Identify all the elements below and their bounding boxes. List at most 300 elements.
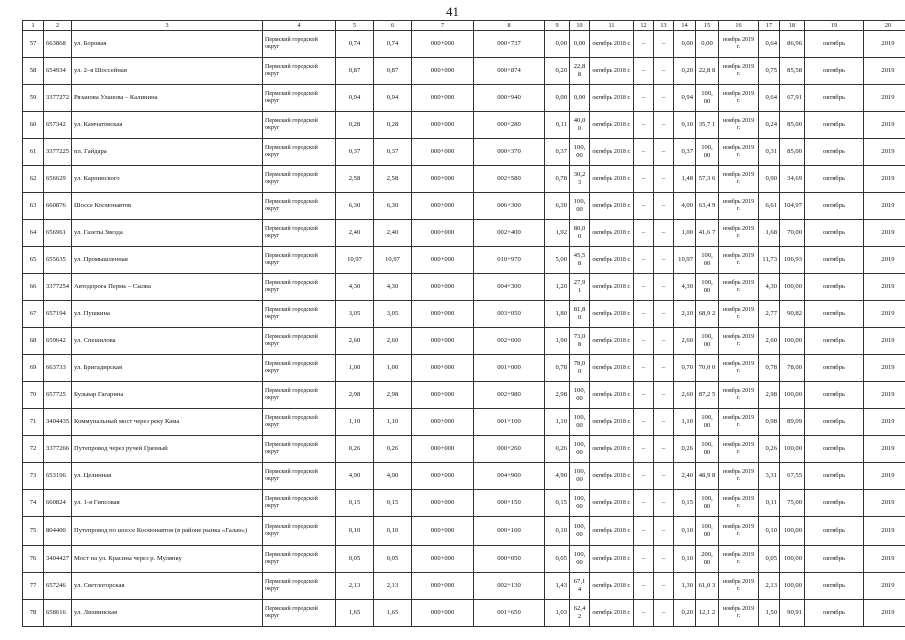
cell-end-km: 010+970 [474, 247, 545, 274]
cell-empty-cell: – [654, 58, 674, 85]
cell-month-completed: октябрь [805, 193, 864, 220]
cell-year-completed: 2019 [864, 546, 905, 573]
cell-month-completed: октябрь [805, 600, 864, 627]
cell-empty-cell: – [634, 573, 654, 600]
cell-length-repair: 2,60 [374, 328, 412, 355]
cell-percent-fact: 57,3 6 [696, 166, 719, 193]
column-number-header: 19 [805, 21, 864, 31]
cell-date-planned: октябрь 2018 г. [590, 573, 634, 600]
cell-percent-fact: 100, 00 [696, 139, 719, 166]
cell-percent-fact: 48,9 8 [696, 463, 719, 490]
cell-length-done: 1,10 [545, 409, 570, 436]
cell-empty-cell: – [654, 301, 674, 328]
cell-date-fact: ноябрь 2019 г. [719, 247, 759, 274]
cell-length-total: 2,60 [336, 328, 374, 355]
cell-percent-done: 100, 00 [570, 193, 590, 220]
cell-year-completed: 2019 [864, 274, 905, 301]
cell-empty-cell: – [654, 573, 674, 600]
cell-length-fact: 0,26 [674, 436, 696, 463]
table-row [23, 112, 905, 139]
cell-empty-cell: – [634, 139, 654, 166]
cell-length-total: 0,28 [336, 112, 374, 139]
cell-length-fact: 4,30 [674, 274, 696, 301]
cell-empty-cell: – [654, 409, 674, 436]
cell-length-done: 6,30 [545, 193, 570, 220]
cell-road-name: ул. Светлогорская [72, 573, 263, 600]
column-number-header: 4 [263, 21, 336, 31]
cell-month-completed: октябрь [805, 355, 864, 382]
cell-empty-cell: – [634, 247, 654, 274]
cell-length-done: 1,20 [545, 274, 570, 301]
cell-length-total: 2,58 [336, 166, 374, 193]
cell-length-done: 1,92 [545, 220, 570, 247]
table-row [23, 274, 905, 301]
cell-date-fact: ноябрь 2019 г. [719, 517, 759, 546]
cell-percent-fact: 12,1 2 [696, 600, 719, 627]
cell-year-completed: 2019 [864, 58, 905, 85]
cell-year-completed: 2019 [864, 31, 905, 58]
cell-percent-accepted: 70,00 [780, 220, 805, 247]
cell-length-total: 6,30 [336, 193, 374, 220]
cell-percent-fact: 100, 00 [696, 409, 719, 436]
cell-municipality: Пермский городской округ [263, 328, 336, 355]
table-row [23, 247, 905, 274]
cell-date-fact: ноябрь 2019 г. [719, 409, 759, 436]
column-number-header: 16 [719, 21, 759, 31]
cell-date-planned: октябрь 2018 г. [590, 600, 634, 627]
cell-length-fact: 2,60 [674, 382, 696, 409]
cell-length-accepted: 4,30 [759, 274, 780, 301]
cell-length-done: 1,43 [545, 573, 570, 600]
cell-length-fact: 0,00 [674, 31, 696, 58]
cell-length-repair: 4,90 [374, 463, 412, 490]
cell-percent-accepted: 100,00 [780, 546, 805, 573]
cell-date-fact: ноябрь 2019 г. [719, 328, 759, 355]
cell-length-total: 2,13 [336, 573, 374, 600]
cell-length-total: 0,94 [336, 85, 374, 112]
cell-start-km: 000+000 [412, 220, 474, 247]
cell-percent-accepted: 85,58 [780, 58, 805, 85]
cell-month-completed: октябрь [805, 139, 864, 166]
cell-road-id: 655635 [44, 247, 72, 274]
cell-length-fact: 0,10 [674, 546, 696, 573]
cell-length-fact: 4,00 [674, 193, 696, 220]
cell-row-number: 73 [23, 463, 44, 490]
table-row [23, 31, 905, 58]
cell-date-planned: октябрь 2018 г. [590, 517, 634, 546]
cell-length-fact: 1,00 [674, 220, 696, 247]
cell-empty-cell: – [654, 463, 674, 490]
cell-length-fact: 1,10 [674, 409, 696, 436]
table-row [23, 139, 905, 166]
cell-length-total: 2,98 [336, 382, 374, 409]
cell-empty-cell: – [634, 220, 654, 247]
cell-empty-cell: – [634, 409, 654, 436]
cell-road-name: ул. Спешилова [72, 328, 263, 355]
column-number-header: 6 [374, 21, 412, 31]
cell-length-accepted: 0,98 [759, 409, 780, 436]
cell-length-done: 0,20 [545, 58, 570, 85]
cell-length-done: 5,00 [545, 247, 570, 274]
cell-percent-accepted: 89,09 [780, 409, 805, 436]
cell-start-km: 000+000 [412, 436, 474, 463]
cell-municipality: Пермский городской округ [263, 409, 336, 436]
cell-date-fact: ноябрь 2019 г. [719, 139, 759, 166]
cell-percent-fact: 63,4 9 [696, 193, 719, 220]
cell-percent-accepted: 75,00 [780, 490, 805, 517]
cell-length-fact: 0,15 [674, 490, 696, 517]
cell-end-km: 001+000 [474, 355, 545, 382]
cell-road-id: 657725 [44, 382, 72, 409]
cell-month-completed: октябрь [805, 463, 864, 490]
cell-start-km: 000+000 [412, 409, 474, 436]
cell-empty-cell: – [654, 247, 674, 274]
cell-percent-fact: 70,0 0 [696, 355, 719, 382]
cell-empty-cell: – [654, 490, 674, 517]
cell-end-km: 000+280 [474, 112, 545, 139]
cell-percent-accepted: 100,00 [780, 274, 805, 301]
cell-municipality: Пермский городской округ [263, 573, 336, 600]
cell-road-name: Путепровод через ручей Грязный [72, 436, 263, 463]
cell-year-completed: 2019 [864, 328, 905, 355]
cell-length-total: 3,05 [336, 301, 374, 328]
cell-row-number: 64 [23, 220, 44, 247]
cell-date-fact: ноябрь 2019 г. [719, 382, 759, 409]
cell-end-km: 006+300 [474, 193, 545, 220]
cell-length-total: 10,97 [336, 247, 374, 274]
cell-start-km: 000+000 [412, 274, 474, 301]
cell-empty-cell: – [634, 301, 654, 328]
cell-percent-fact: 87,2 5 [696, 382, 719, 409]
cell-percent-done: 100, 00 [570, 546, 590, 573]
cell-percent-fact: 100, 00 [696, 247, 719, 274]
cell-date-planned: октябрь 2018 г. [590, 490, 634, 517]
cell-length-accepted: 11,73 [759, 247, 780, 274]
cell-month-completed: октябрь [805, 490, 864, 517]
column-number-header: 2 [44, 21, 72, 31]
cell-year-completed: 2019 [864, 409, 905, 436]
table-row [23, 166, 905, 193]
cell-length-repair: 2,40 [374, 220, 412, 247]
cell-year-completed: 2019 [864, 463, 905, 490]
cell-year-completed: 2019 [864, 382, 905, 409]
cell-road-id: 653196 [44, 463, 72, 490]
cell-empty-cell: – [654, 274, 674, 301]
cell-start-km: 000+000 [412, 490, 474, 517]
cell-end-km: 000+874 [474, 58, 545, 85]
table-body [23, 31, 905, 627]
cell-year-completed: 2019 [864, 573, 905, 600]
cell-end-km: 000+100 [474, 517, 545, 546]
cell-empty-cell: – [654, 436, 674, 463]
cell-date-fact: ноябрь 2019 г. [719, 193, 759, 220]
cell-length-repair: 1,65 [374, 600, 412, 627]
cell-start-km: 000+000 [412, 247, 474, 274]
cell-length-total: 4,30 [336, 274, 374, 301]
cell-percent-accepted: 85,00 [780, 112, 805, 139]
cell-date-planned: октябрь 2018 г. [590, 112, 634, 139]
cell-road-name: Шоссе Космонавтов [72, 193, 263, 220]
cell-empty-cell: – [654, 166, 674, 193]
cell-road-id: 3377272 [44, 85, 72, 112]
cell-empty-cell: – [634, 490, 654, 517]
cell-length-accepted: 2,13 [759, 573, 780, 600]
cell-length-accepted: 0,11 [759, 490, 780, 517]
cell-length-done: 0,05 [545, 546, 570, 573]
table-row [23, 463, 905, 490]
cell-end-km: 002+580 [474, 166, 545, 193]
cell-date-fact: ноябрь 2019 г. [719, 436, 759, 463]
cell-road-id: 657194 [44, 301, 72, 328]
cell-municipality: Пермский городской округ [263, 301, 336, 328]
cell-year-completed: 2019 [864, 517, 905, 546]
cell-empty-cell: – [654, 546, 674, 573]
cell-end-km: 000+370 [474, 139, 545, 166]
table-row [23, 546, 905, 573]
cell-start-km: 000+000 [412, 600, 474, 627]
cell-month-completed: октябрь [805, 112, 864, 139]
table-row [23, 382, 905, 409]
cell-empty-cell: – [634, 382, 654, 409]
cell-percent-fact: 35,7 1 [696, 112, 719, 139]
cell-empty-cell: – [634, 274, 654, 301]
cell-empty-cell: – [634, 85, 654, 112]
cell-length-fact: 0,37 [674, 139, 696, 166]
cell-percent-done: 40,0 0 [570, 112, 590, 139]
cell-percent-accepted: 90,82 [780, 301, 805, 328]
cell-month-completed: октябрь [805, 382, 864, 409]
cell-row-number: 62 [23, 166, 44, 193]
cell-length-done: 0,10 [545, 517, 570, 546]
cell-length-fact: 1,30 [674, 573, 696, 600]
cell-percent-done: 67,1 4 [570, 573, 590, 600]
cell-date-fact: ноябрь 2019 г. [719, 573, 759, 600]
cell-year-completed: 2019 [864, 436, 905, 463]
cell-start-km: 000+000 [412, 193, 474, 220]
cell-length-accepted: 1,50 [759, 600, 780, 627]
cell-date-fact: ноябрь 2019 г. [719, 600, 759, 627]
cell-municipality: Пермский городской округ [263, 193, 336, 220]
cell-municipality: Пермский городской округ [263, 58, 336, 85]
cell-municipality: Пермский городской округ [263, 490, 336, 517]
cell-empty-cell: – [634, 355, 654, 382]
cell-month-completed: октябрь [805, 328, 864, 355]
cell-length-fact: 2,60 [674, 328, 696, 355]
cell-percent-done: 27,9 1 [570, 274, 590, 301]
cell-length-accepted: 0,64 [759, 85, 780, 112]
cell-empty-cell: – [654, 328, 674, 355]
cell-month-completed: октябрь [805, 517, 864, 546]
cell-month-completed: октябрь [805, 573, 864, 600]
cell-length-total: 1,00 [336, 355, 374, 382]
cell-length-accepted: 0,31 [759, 139, 780, 166]
cell-length-done: 0,00 [545, 85, 570, 112]
cell-empty-cell: – [634, 193, 654, 220]
cell-length-repair: 1,00 [374, 355, 412, 382]
cell-end-km: 000+150 [474, 490, 545, 517]
cell-row-number: 69 [23, 355, 44, 382]
cell-row-number: 71 [23, 409, 44, 436]
cell-start-km: 000+000 [412, 382, 474, 409]
cell-percent-accepted: 100,00 [780, 573, 805, 600]
cell-length-total: 0,37 [336, 139, 374, 166]
cell-percent-accepted: 100,00 [780, 517, 805, 546]
cell-length-total: 2,40 [336, 220, 374, 247]
cell-percent-done: 80,0 0 [570, 220, 590, 247]
cell-length-done: 4,90 [545, 463, 570, 490]
cell-length-fact: 10,97 [674, 247, 696, 274]
cell-date-planned: октябрь 2018 г. [590, 247, 634, 274]
cell-length-accepted: 0,64 [759, 31, 780, 58]
cell-year-completed: 2019 [864, 193, 905, 220]
cell-road-name: ул. Целинная [72, 463, 263, 490]
cell-length-repair: 0,28 [374, 112, 412, 139]
cell-length-fact: 0,20 [674, 600, 696, 627]
cell-month-completed: октябрь [805, 436, 864, 463]
cell-percent-fact: 200, 00 [696, 546, 719, 573]
cell-date-fact: ноябрь 2019 г. [719, 355, 759, 382]
cell-length-done: 0,00 [545, 31, 570, 58]
cell-date-fact: ноябрь 2019 г. [719, 546, 759, 573]
cell-start-km: 000+000 [412, 573, 474, 600]
cell-end-km: 003+050 [474, 301, 545, 328]
column-number-header: 10 [570, 21, 590, 31]
cell-road-id: 657342 [44, 112, 72, 139]
cell-length-total: 0,87 [336, 58, 374, 85]
cell-length-total: 0,05 [336, 546, 374, 573]
cell-date-planned: октябрь 2018 г. [590, 328, 634, 355]
cell-road-name: Автодорога Пермь – Сылва [72, 274, 263, 301]
cell-road-id: 3377254 [44, 274, 72, 301]
cell-length-accepted: 3,31 [759, 463, 780, 490]
cell-percent-fact: 68,9 2 [696, 301, 719, 328]
cell-road-id: 663868 [44, 31, 72, 58]
cell-length-accepted: 6,61 [759, 193, 780, 220]
column-number-header: 14 [674, 21, 696, 31]
table-row [23, 220, 905, 247]
cell-empty-cell: – [634, 600, 654, 627]
cell-date-fact: ноябрь 2019 г. [719, 463, 759, 490]
cell-percent-fact: 100, 00 [696, 328, 719, 355]
cell-length-repair: 0,74 [374, 31, 412, 58]
cell-percent-done: 22,8 8 [570, 58, 590, 85]
cell-municipality: Пермский городской округ [263, 112, 336, 139]
cell-date-planned: октябрь 2018 г. [590, 463, 634, 490]
cell-percent-done: 100, 00 [570, 517, 590, 546]
cell-row-number: 61 [23, 139, 44, 166]
cell-municipality: Пермский городской округ [263, 85, 336, 112]
cell-date-planned: октябрь 2018 г. [590, 31, 634, 58]
cell-empty-cell: – [654, 112, 674, 139]
table-row [23, 436, 905, 463]
cell-length-fact: 0,10 [674, 517, 696, 546]
table-row [23, 328, 905, 355]
cell-road-name: ул. Боровая [72, 31, 263, 58]
cell-length-fact: 1,48 [674, 166, 696, 193]
cell-start-km: 000+000 [412, 463, 474, 490]
column-number-header: 20 [864, 21, 905, 31]
cell-empty-cell: – [634, 546, 654, 573]
cell-municipality: Пермский городской округ [263, 382, 336, 409]
cell-road-name: Коммунальный мост через реку Кама [72, 409, 263, 436]
cell-length-total: 1,65 [336, 600, 374, 627]
cell-municipality: Пермский городской округ [263, 31, 336, 58]
cell-end-km: 001+650 [474, 600, 545, 627]
cell-empty-cell: – [634, 328, 654, 355]
cell-road-name: Путепровод по шоссе Космонавтов (в районе рынка «Галан») [72, 517, 263, 546]
cell-empty-cell: – [654, 382, 674, 409]
cell-date-fact: ноябрь 2019 г. [719, 85, 759, 112]
cell-length-done: 0,37 [545, 139, 570, 166]
cell-road-id: 663733 [44, 355, 72, 382]
cell-percent-fact: 100, 00 [696, 436, 719, 463]
cell-percent-done: 100, 00 [570, 139, 590, 166]
cell-date-planned: октябрь 2018 г. [590, 193, 634, 220]
cell-row-number: 59 [23, 85, 44, 112]
table-row [23, 573, 905, 600]
column-number-header: 7 [412, 21, 474, 31]
cell-start-km: 000+000 [412, 546, 474, 573]
cell-month-completed: октябрь [805, 220, 864, 247]
cell-length-fact: 2,10 [674, 301, 696, 328]
column-number-header: 18 [780, 21, 805, 31]
cell-municipality: Пермский городской округ [263, 274, 336, 301]
cell-percent-fact: 100, 00 [696, 517, 719, 546]
cell-month-completed: октябрь [805, 409, 864, 436]
cell-row-number: 74 [23, 490, 44, 517]
cell-date-fact: ноябрь 2019 г. [719, 490, 759, 517]
cell-end-km: 001+100 [474, 409, 545, 436]
column-number-header: 12 [634, 21, 654, 31]
cell-row-number: 76 [23, 546, 44, 573]
cell-month-completed: октябрь [805, 58, 864, 85]
table-row [23, 58, 905, 85]
cell-empty-cell: – [654, 517, 674, 546]
cell-road-name: ул. 2–я Шоссейная [72, 58, 263, 85]
table-row [23, 600, 905, 627]
cell-road-id: 654934 [44, 58, 72, 85]
cell-date-fact: ноябрь 2019 г. [719, 31, 759, 58]
cell-start-km: 000+000 [412, 85, 474, 112]
cell-percent-fact: 0,00 [696, 31, 719, 58]
cell-road-name: ул. Карпинского [72, 166, 263, 193]
cell-end-km: 004+900 [474, 463, 545, 490]
cell-year-completed: 2019 [864, 166, 905, 193]
cell-percent-accepted: 85,00 [780, 139, 805, 166]
page-number: 41 [446, 4, 459, 19]
cell-length-repair: 3,05 [374, 301, 412, 328]
column-number-header: 15 [696, 21, 719, 31]
cell-road-id: 3404427 [44, 546, 72, 573]
cell-empty-cell: – [654, 600, 674, 627]
cell-row-number: 63 [23, 193, 44, 220]
cell-start-km: 000+000 [412, 355, 474, 382]
cell-percent-done: 81,8 0 [570, 301, 590, 328]
cell-end-km: 000+737 [474, 31, 545, 58]
cell-row-number: 75 [23, 517, 44, 546]
cell-date-planned: октябрь 2018 г. [590, 409, 634, 436]
cell-road-id: 804400 [44, 517, 72, 546]
cell-municipality: Пермский городской округ [263, 355, 336, 382]
cell-length-repair: 4,30 [374, 274, 412, 301]
cell-road-name: ул. 1-я Гипсовая [72, 490, 263, 517]
cell-end-km: 002+130 [474, 573, 545, 600]
cell-length-done: 1,80 [545, 301, 570, 328]
cell-length-done: 0,78 [545, 166, 570, 193]
table-row [23, 301, 905, 328]
cell-percent-done: 73,0 8 [570, 328, 590, 355]
cell-percent-fact: 100, 00 [696, 490, 719, 517]
